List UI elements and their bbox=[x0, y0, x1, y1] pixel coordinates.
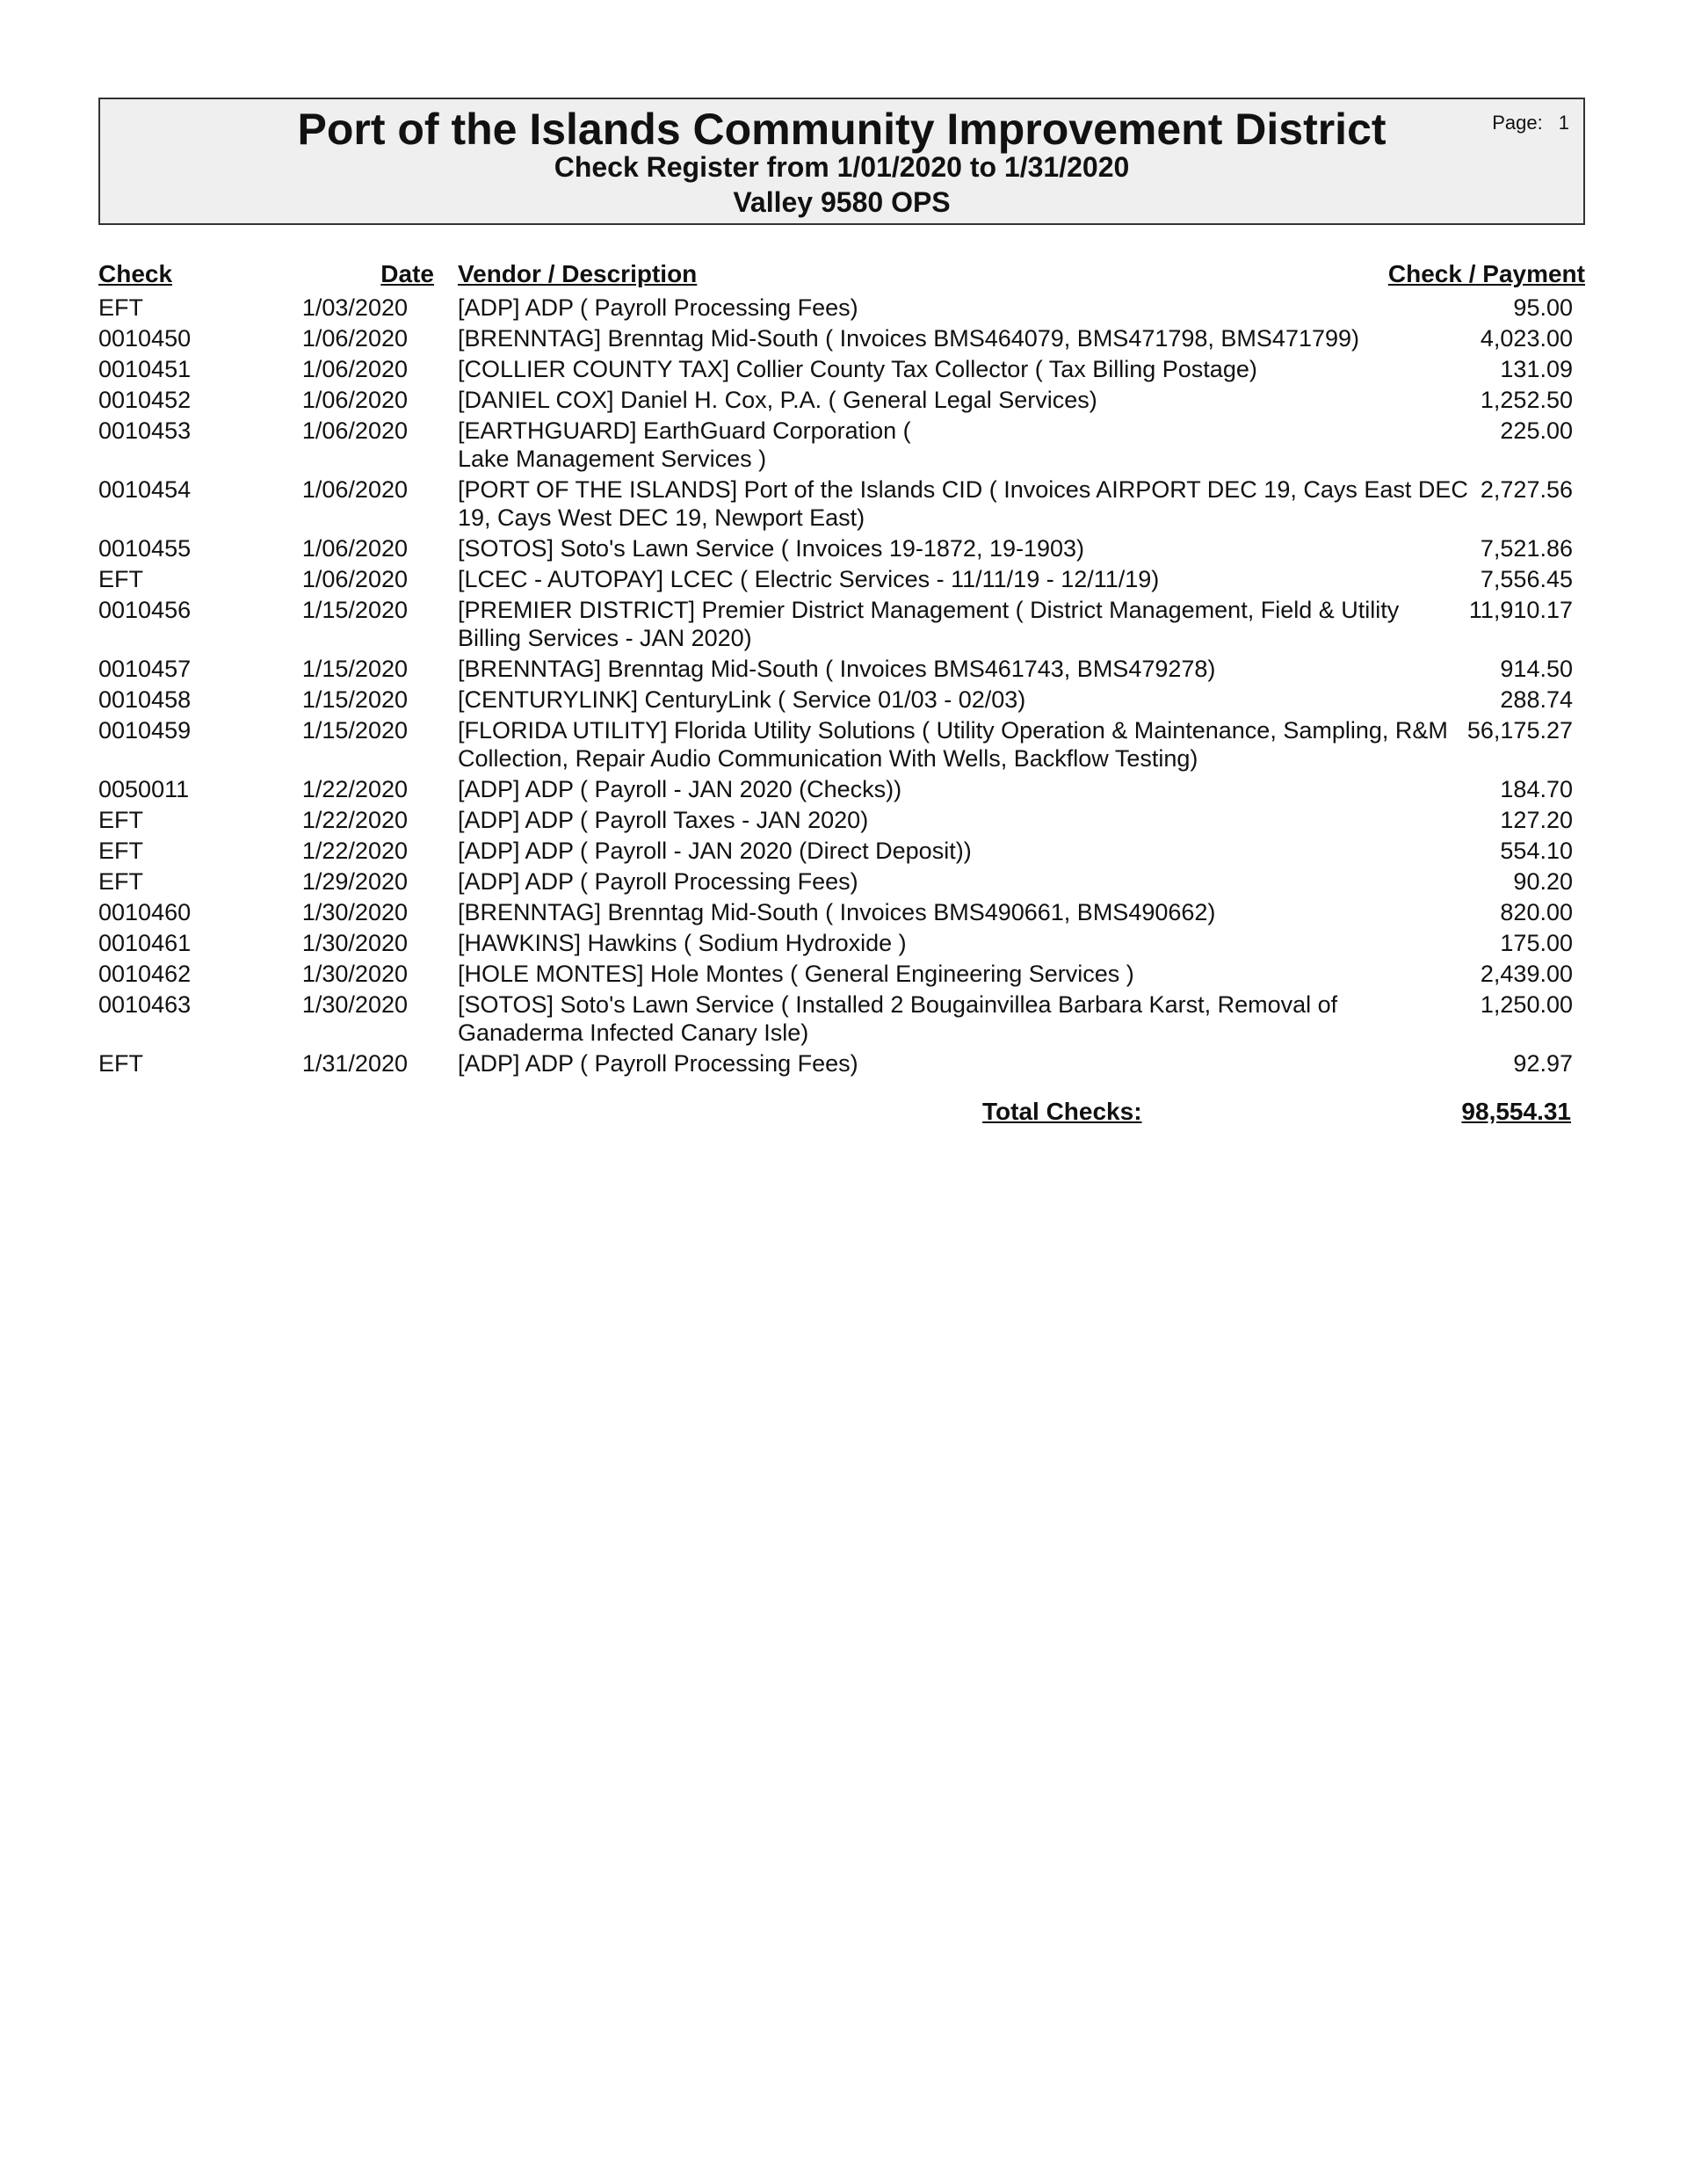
check-date: 1/15/2020 bbox=[301, 717, 408, 744]
check-number: EFT bbox=[98, 807, 143, 833]
check-number: 0010451 bbox=[98, 356, 192, 382]
vendor-description: [BRENNTAG] Brenntag Mid-South ( Invoices BMS490661, BMS490662) bbox=[458, 899, 1216, 925]
table-row bbox=[98, 898, 1585, 929]
column-header-check: Check bbox=[98, 260, 173, 287]
payment-amount: 288.74 bbox=[1500, 686, 1573, 713]
table-row bbox=[98, 324, 1585, 355]
table-row bbox=[98, 929, 1585, 960]
check-date: 1/06/2020 bbox=[301, 325, 408, 352]
vendor-description: [EARTHGUARD] EarthGuard Corporation ( Lake Management Services ) bbox=[458, 417, 911, 472]
vendor-description: [ADP] ADP ( Payroll Processing Fees) bbox=[458, 294, 858, 321]
payment-amount: 1,250.00 bbox=[1480, 991, 1573, 1018]
table-row bbox=[98, 1049, 1585, 1080]
check-number: 0010455 bbox=[98, 535, 192, 562]
vendor-description: [ADP] ADP ( Payroll Processing Fees) bbox=[458, 1050, 858, 1077]
vendor-description: [ADP] ADP ( Payroll Processing Fees) bbox=[458, 868, 858, 895]
page-indicator bbox=[1492, 112, 1569, 134]
check-number: 0010459 bbox=[98, 717, 192, 744]
page-label: Page: bbox=[1492, 112, 1543, 134]
check-date: 1/30/2020 bbox=[301, 961, 408, 987]
check-number: 0010456 bbox=[98, 597, 192, 623]
table-row bbox=[98, 837, 1585, 867]
check-date: 1/06/2020 bbox=[301, 535, 408, 562]
payment-amount: 914.50 bbox=[1500, 656, 1573, 682]
payment-amount: 11,910.17 bbox=[1468, 597, 1573, 623]
table-row bbox=[98, 806, 1585, 837]
check-number: EFT bbox=[98, 1050, 143, 1077]
payment-amount: 1,252.50 bbox=[1480, 387, 1573, 413]
payment-amount: 175.00 bbox=[1500, 930, 1573, 956]
table-header bbox=[98, 255, 1585, 294]
table-row bbox=[98, 355, 1585, 386]
payment-amount: 4,023.00 bbox=[1480, 325, 1573, 352]
page-number: 1 bbox=[1558, 112, 1569, 134]
payment-amount: 184.70 bbox=[1500, 776, 1573, 802]
table-row bbox=[98, 960, 1585, 990]
vendor-description: [COLLIER COUNTY TAX] Collier County Tax Collector ( Tax Billing Postage) bbox=[458, 356, 1257, 382]
check-date: 1/30/2020 bbox=[301, 930, 408, 956]
total-label: Total Checks: bbox=[982, 1098, 1142, 1125]
check-date: 1/31/2020 bbox=[301, 1050, 408, 1077]
total-value: 98,554.31 bbox=[1461, 1098, 1571, 1125]
payment-amount: 95.00 bbox=[1513, 294, 1573, 321]
check-register-table bbox=[98, 255, 1585, 1131]
column-header-amount: Check / Payment bbox=[1387, 260, 1585, 287]
report-header bbox=[98, 98, 1585, 225]
payment-amount: 2,727.56 bbox=[1480, 476, 1573, 503]
table-row bbox=[98, 294, 1585, 324]
vendor-description: [CENTURYLINK] CenturyLink ( Service 01/03 - 02/03) bbox=[458, 686, 1026, 713]
vendor-description: [DANIEL COX] Daniel H. Cox, P.A. ( General Legal Services) bbox=[458, 387, 1097, 413]
check-number: 0010453 bbox=[98, 417, 192, 444]
table-row bbox=[98, 596, 1585, 655]
column-header-vendor: Vendor / Description bbox=[458, 260, 698, 287]
vendor-description: [LCEC - AUTOPAY] LCEC ( Electric Services - 11/11/19 - 12/11/19) bbox=[458, 566, 1160, 592]
payment-amount: 7,521.86 bbox=[1480, 535, 1573, 562]
payment-amount: 7,556.45 bbox=[1480, 566, 1573, 592]
account-name: Valley 9580 OPS bbox=[733, 186, 951, 218]
payment-amount: 131.09 bbox=[1500, 356, 1573, 382]
vendor-description: [BRENNTAG] Brenntag Mid-South ( Invoices BMS464079, BMS471798, BMS471799) bbox=[458, 325, 1360, 352]
check-date: 1/06/2020 bbox=[301, 566, 408, 592]
column-header-date: Date bbox=[380, 260, 434, 287]
vendor-description: [SOTOS] Soto's Lawn Service ( Invoices 19-1872, 19-1903) bbox=[458, 535, 1085, 562]
table-row bbox=[98, 716, 1585, 775]
table-row bbox=[98, 775, 1585, 806]
check-number: 0010461 bbox=[98, 930, 192, 956]
check-number: 0010454 bbox=[98, 476, 192, 503]
check-date: 1/22/2020 bbox=[301, 776, 408, 802]
table-row bbox=[98, 990, 1585, 1049]
check-date: 1/06/2020 bbox=[301, 417, 408, 444]
check-date: 1/30/2020 bbox=[301, 899, 408, 925]
table-row bbox=[98, 867, 1585, 898]
check-date: 1/30/2020 bbox=[301, 991, 408, 1018]
check-number: 0010452 bbox=[98, 387, 192, 413]
table-row bbox=[98, 565, 1585, 596]
payment-amount: 92.97 bbox=[1513, 1050, 1573, 1077]
vendor-description: [ADP] ADP ( Payroll Taxes - JAN 2020) bbox=[458, 807, 869, 833]
check-date: 1/29/2020 bbox=[301, 868, 408, 895]
check-number: 0010450 bbox=[98, 325, 192, 352]
payment-amount: 820.00 bbox=[1500, 899, 1573, 925]
check-date: 1/06/2020 bbox=[301, 387, 408, 413]
payment-amount: 2,439.00 bbox=[1480, 961, 1573, 987]
payment-amount: 127.20 bbox=[1500, 807, 1573, 833]
check-number: 0010458 bbox=[98, 686, 192, 713]
check-date: 1/22/2020 bbox=[301, 838, 408, 864]
table-row bbox=[98, 655, 1585, 686]
payment-amount: 554.10 bbox=[1500, 838, 1573, 864]
vendor-description: [HAWKINS] Hawkins ( Sodium Hydroxide ) bbox=[458, 930, 907, 956]
table-row bbox=[98, 534, 1585, 565]
vendor-description: [ADP] ADP ( Payroll - JAN 2020 (Direct Deposit)) bbox=[458, 838, 972, 864]
total-row bbox=[98, 1092, 1585, 1131]
check-number: EFT bbox=[98, 838, 143, 864]
check-date: 1/22/2020 bbox=[301, 807, 408, 833]
vendor-description: [HOLE MONTES] Hole Montes ( General Engineering Services ) bbox=[458, 961, 1134, 987]
check-date: 1/15/2020 bbox=[301, 656, 408, 682]
vendor-description: [BRENNTAG] Brenntag Mid-South ( Invoices BMS461743, BMS479278) bbox=[458, 656, 1216, 682]
payment-amount: 225.00 bbox=[1500, 417, 1573, 444]
table-row bbox=[98, 475, 1585, 534]
check-date: 1/15/2020 bbox=[301, 597, 408, 623]
vendor-description: [PORT OF THE ISLANDS] Port of the Islands CID ( Invoices AIRPORT DEC 19, Cays East DEC 19, Cays West DEC 19, Newport East) bbox=[458, 476, 1468, 531]
check-date: 1/03/2020 bbox=[301, 294, 408, 321]
payment-amount: 56,175.27 bbox=[1466, 717, 1573, 744]
check-number: EFT bbox=[98, 294, 143, 321]
check-number: 0050011 bbox=[98, 776, 190, 802]
check-number: 0010460 bbox=[98, 899, 192, 925]
check-number: 0010463 bbox=[98, 991, 192, 1018]
check-number: 0010462 bbox=[98, 961, 192, 987]
table-body bbox=[98, 294, 1585, 1080]
check-date: 1/15/2020 bbox=[301, 686, 408, 713]
table-row bbox=[98, 686, 1585, 716]
report-title: Port of the Islands Community Improvement District bbox=[297, 105, 1387, 154]
check-number: 0010457 bbox=[98, 656, 192, 682]
vendor-description: [ADP] ADP ( Payroll - JAN 2020 (Checks)) bbox=[458, 776, 902, 802]
vendor-description: [FLORIDA UTILITY] Florida Utility Solutions ( Utility Operation & Maintenance, Sampling, R&M Collection, Repair Audio Communication With Wells, Backflow Testing) bbox=[458, 717, 1448, 772]
vendor-description: [SOTOS] Soto's Lawn Service ( Installed 2 Bougainvillea Barbara Karst, Removal of Ganaderma Infected Canary Isle) bbox=[458, 991, 1338, 1046]
check-number: EFT bbox=[98, 868, 143, 895]
table-row bbox=[98, 386, 1585, 417]
payment-amount: 90.20 bbox=[1513, 868, 1573, 895]
check-date: 1/06/2020 bbox=[301, 476, 408, 503]
table-row bbox=[98, 417, 1585, 475]
check-number: EFT bbox=[98, 566, 143, 592]
vendor-description: [PREMIER DISTRICT] Premier District Management ( District Management, Field & Utility Billing Services - JAN 2020) bbox=[458, 597, 1400, 651]
check-date: 1/06/2020 bbox=[301, 356, 408, 382]
report-date-range: Check Register from 1/01/2020 to 1/31/2020 bbox=[554, 151, 1130, 183]
